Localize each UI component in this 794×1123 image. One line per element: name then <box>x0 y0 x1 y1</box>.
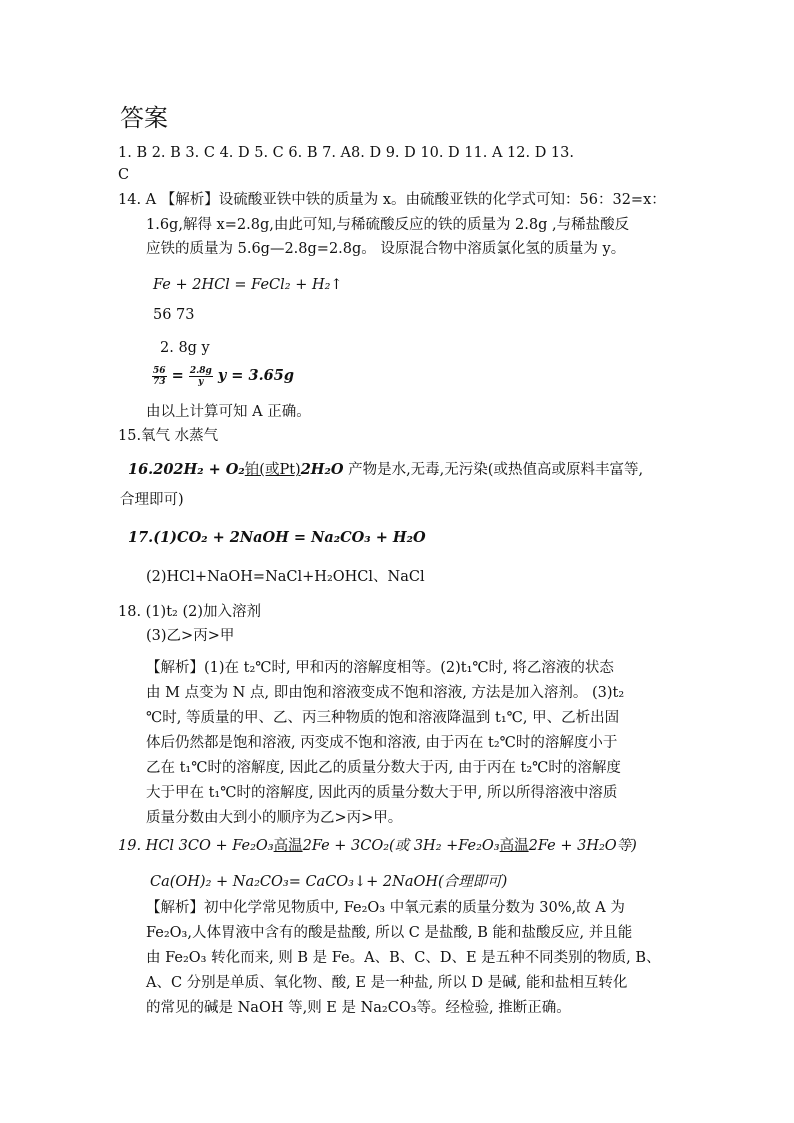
q19-explain-5: 的常见的碱是 NaOH 等,则 E 是 Na₂CO₃等。经检验, 推断正确。 <box>146 1000 571 1016</box>
q17-line-2: (2)HCl+NaOH=NaCl+H₂OHCl、NaCl <box>146 569 425 585</box>
q18-line-2: (3)乙>丙>甲 <box>146 628 235 644</box>
q19-line-2: Ca(OH)₂ + Na₂CO₃= CaCO₃↓+ 2NaOH(合理即可) <box>150 874 508 890</box>
q19-explain-4: A、C 分别是单质、氧化物、酸, E 是一种盐, 所以 D 是碱, 能和盐相互转化 <box>146 975 628 991</box>
q15-answer: 15.氧气 水蒸气 <box>118 428 219 444</box>
q16-line-2: 合理即可) <box>120 492 184 508</box>
q14-line-3: 应铁的质量为 5.6g—2.8g=2.8g。 设原混合物中溶质氯化氢的质量为 y。 <box>146 241 626 257</box>
q14-fraction-equation: $\frac{56}{73}$ = $\frac{2.8g}{y}$ y = 3.65g <box>153 365 294 387</box>
q14-ratio-2: 2. 8g y <box>160 340 210 356</box>
q14-line-1: 14. A 【解析】设硫酸亚铁中铁的质量为 x。由硫酸亚铁的化学式可知：56：32=x： <box>118 192 666 208</box>
page-title: 答案 <box>120 104 168 132</box>
q18-explain-6: 大于甲在 t₁℃时的溶解度, 因此丙的质量分数大于甲, 所以所得溶液中溶质 <box>146 785 618 801</box>
fraction-56-73: $\frac{56}{73}$ <box>153 365 166 387</box>
q19-explain-3: 由 Fe₂O₃ 转化而来, 则 B 是 Fe。A、B、C、D、E 是五种不同类别的物质, B、 <box>146 950 661 966</box>
q14-conclusion: 由以上计算可知 A 正确。 <box>146 404 311 420</box>
answers-1-13-cont: C <box>118 167 130 183</box>
q18-explain-7: 质量分数由大到小的顺序为乙>丙>甲。 <box>146 810 403 826</box>
q19-explain-2: Fe₂O₃,人体胃液中含有的酸是盐酸, 所以 C 是盐酸, B 能和盐酸反应, 并且能 <box>146 925 633 941</box>
q14-equation: Fe + 2HCl = FeCl₂ + H₂↑ <box>153 277 343 293</box>
q18-explain-4: 体后仍然都是饱和溶液, 丙变成不饱和溶液, 由于丙在 t₂℃时的溶解度小于 <box>146 735 618 751</box>
q18-explain-5: 乙在 t₁℃时的溶解度, 因此乙的质量分数大于丙, 由于丙在 t₂℃时的溶解度 <box>146 760 621 776</box>
q18-line-1: 18. (1)t₂ (2)加入溶剂 <box>118 604 261 620</box>
q17-line-1: 17.(1)CO₂ + 2NaOH = Na₂CO₃ + H₂O <box>128 529 426 546</box>
q19-line-1: 19. HCl 3CO + Fe₂O₃高温2Fe + 3CO₂(或 3H₂ +Fe₂O₃高温2Fe + 3H₂O等) <box>118 838 637 854</box>
q16-line-1: 16.202H₂ + O₂铂(或Pt)2H₂O 产物是水,无毒,无污染(或热值高或原料丰富等, <box>128 461 644 478</box>
answers-1-13: 1. B 2. B 3. C 4. D 5. C 6. B 7. A8. D 9. D 10. D 11. A 12. D 13. <box>118 145 574 161</box>
q18-explain-1: 【解析】(1)在 t₂℃时, 甲和丙的溶解度相等。(2)t₁℃时, 将乙溶液的状态 <box>146 660 614 676</box>
q18-explain-2: 由 M 点变为 N 点, 即由饱和溶液变成不饱和溶液, 方法是加入溶剂。 (3)t₂ <box>146 685 625 701</box>
q18-explain-3: ℃时, 等质量的甲、乙、丙三种物质的饱和溶液降温到 t₁℃, 甲、乙析出固 <box>146 710 620 726</box>
q14-ratio-1: 56 73 <box>153 307 195 323</box>
q19-explain-1: 【解析】初中化学常见物质中, Fe₂O₃ 中氧元素的质量分数为 30%,故 A 为 <box>146 900 625 916</box>
q14-line-2: 1.6g,解得 x=2.8g,由此可知,与稀硫酸反应的铁的质量为 2.8g ,与稀盐酸反 <box>146 217 630 233</box>
fraction-2.8g-y: $\frac{2.8g}{y}$ <box>189 365 212 387</box>
